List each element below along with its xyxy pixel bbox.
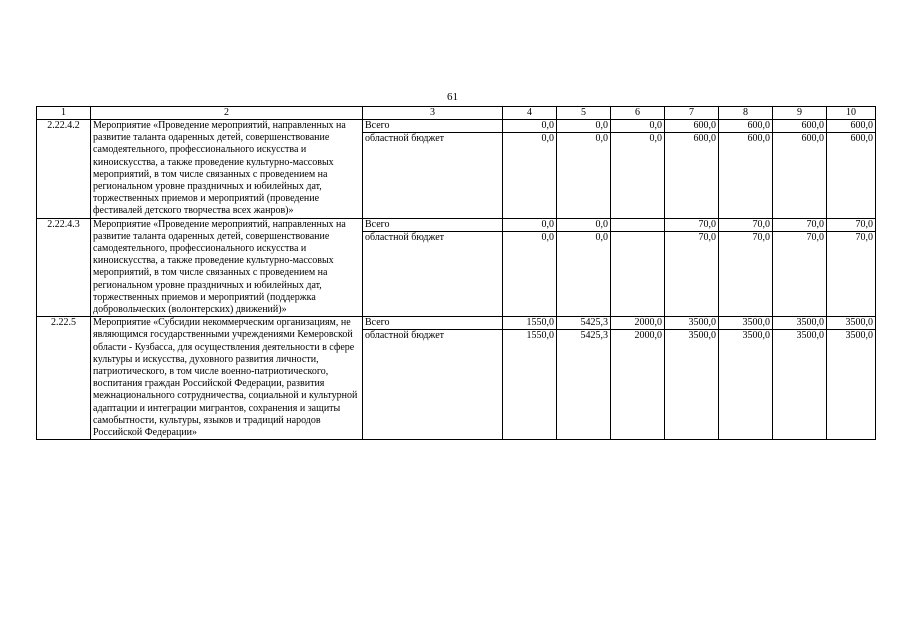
amount-cell: 3500,0 bbox=[773, 330, 827, 440]
amount-cell: 3500,0 bbox=[773, 317, 827, 330]
funding-source: Всего bbox=[363, 317, 503, 330]
amount-cell: 600,0 bbox=[827, 133, 876, 218]
amount-cell: 0,0 bbox=[503, 218, 557, 231]
column-header: 4 bbox=[503, 107, 557, 120]
amount-cell: 70,0 bbox=[773, 218, 827, 231]
table-row bbox=[37, 120, 876, 133]
amount-cell: 70,0 bbox=[773, 231, 827, 316]
column-header: 10 bbox=[827, 107, 876, 120]
amount-cell: 5425,3 bbox=[557, 317, 611, 330]
row-description: Мероприятие «Проведение мероприятий, направленных на развитие таланта одаренных детей, совершенствование самодеятельного, профессионального искусства и киноискусства, а также проведение культурно-массовых мероприятий, в том числе связанных с проведением на региональном уровне праздничных и юбилейных дат, торжественных приемов и мероприятий (поддержка добровольческих (волонтерских) движений)» bbox=[91, 218, 363, 317]
row-code: 2.22.4.3 bbox=[37, 218, 91, 317]
row-description: Мероприятие «Субсидии некоммерческим организациям, не являющимся государственными учреждениями Кемеровской области - Кузбасса, для осуществления деятельности в сфере культуры и искусства, духовного развития личности, патриотического, в том числе военно-патриотического, воспитания граждан Российской Федерации, развития межнационального сотрудничества, социальной и культурной адаптации и интеграции мигрантов, сохранения и защиты самобытности, культуры, языков и традиций народов Российской Федерации» bbox=[91, 317, 363, 440]
amount-cell: 600,0 bbox=[827, 120, 876, 133]
amount-cell: 0,0 bbox=[611, 133, 665, 218]
amount-cell: 1550,0 bbox=[503, 317, 557, 330]
column-header: 6 bbox=[611, 107, 665, 120]
amount-cell: 600,0 bbox=[719, 120, 773, 133]
amount-cell: 2000,0 bbox=[611, 330, 665, 440]
column-header: 3 bbox=[363, 107, 503, 120]
amount-cell: 0,0 bbox=[557, 231, 611, 316]
amount-cell: 0,0 bbox=[503, 133, 557, 218]
funding-source: областной бюджет bbox=[363, 330, 503, 440]
table-row bbox=[37, 317, 876, 330]
amount-cell: 3500,0 bbox=[719, 317, 773, 330]
amount-cell: 0,0 bbox=[611, 120, 665, 133]
amount-cell: 0,0 bbox=[557, 120, 611, 133]
amount-cell: 3500,0 bbox=[719, 330, 773, 440]
column-header: 8 bbox=[719, 107, 773, 120]
amount-cell: 600,0 bbox=[719, 133, 773, 218]
column-header: 7 bbox=[665, 107, 719, 120]
amount-cell: 600,0 bbox=[665, 120, 719, 133]
amount-cell: 70,0 bbox=[719, 218, 773, 231]
amount-cell: 600,0 bbox=[773, 133, 827, 218]
amount-cell: 70,0 bbox=[827, 218, 876, 231]
amount-cell: 600,0 bbox=[665, 133, 719, 218]
amount-cell: 3500,0 bbox=[827, 330, 876, 440]
amount-cell: 0,0 bbox=[503, 231, 557, 316]
amount-cell: 70,0 bbox=[827, 231, 876, 316]
amount-cell: 5425,3 bbox=[557, 330, 611, 440]
funding-source: областной бюджет bbox=[363, 133, 503, 218]
amount-cell: 2000,0 bbox=[611, 317, 665, 330]
amount-cell: 3500,0 bbox=[665, 330, 719, 440]
amount-cell: 1550,0 bbox=[503, 330, 557, 440]
page-number: 61 bbox=[447, 91, 458, 103]
amount-cell: 70,0 bbox=[665, 218, 719, 231]
funding-source: Всего bbox=[363, 218, 503, 231]
table-row bbox=[37, 218, 876, 231]
amount-cell: 0,0 bbox=[557, 218, 611, 231]
column-header: 5 bbox=[557, 107, 611, 120]
funding-source: Всего bbox=[363, 120, 503, 133]
row-code: 2.22.5 bbox=[37, 317, 91, 440]
amount-cell: 70,0 bbox=[665, 231, 719, 316]
header-row bbox=[37, 107, 876, 120]
funding-source: областной бюджет bbox=[363, 231, 503, 316]
amount-cell: 3500,0 bbox=[827, 317, 876, 330]
column-header: 2 bbox=[91, 107, 363, 120]
column-header: 1 bbox=[37, 107, 91, 120]
column-header: 9 bbox=[773, 107, 827, 120]
row-code: 2.22.4.2 bbox=[37, 120, 91, 219]
amount-cell bbox=[611, 218, 665, 231]
amount-cell: 3500,0 bbox=[665, 317, 719, 330]
amount-cell: 70,0 bbox=[719, 231, 773, 316]
budget-table bbox=[36, 106, 876, 440]
amount-cell: 0,0 bbox=[557, 133, 611, 218]
amount-cell bbox=[611, 231, 665, 316]
amount-cell: 600,0 bbox=[773, 120, 827, 133]
amount-cell: 0,0 bbox=[503, 120, 557, 133]
row-description: Мероприятие «Проведение мероприятий, направленных на развитие таланта одаренных детей, совершенствование самодеятельного, профессионального искусства и киноискусства, а также проведение культурно-массовых мероприятий, в том числе связанных с проведением на региональном уровне праздничных и юбилейных дат, торжественных приемов и мероприятий (проведение фестивалей детского творчества всех жанров)» bbox=[91, 120, 363, 219]
